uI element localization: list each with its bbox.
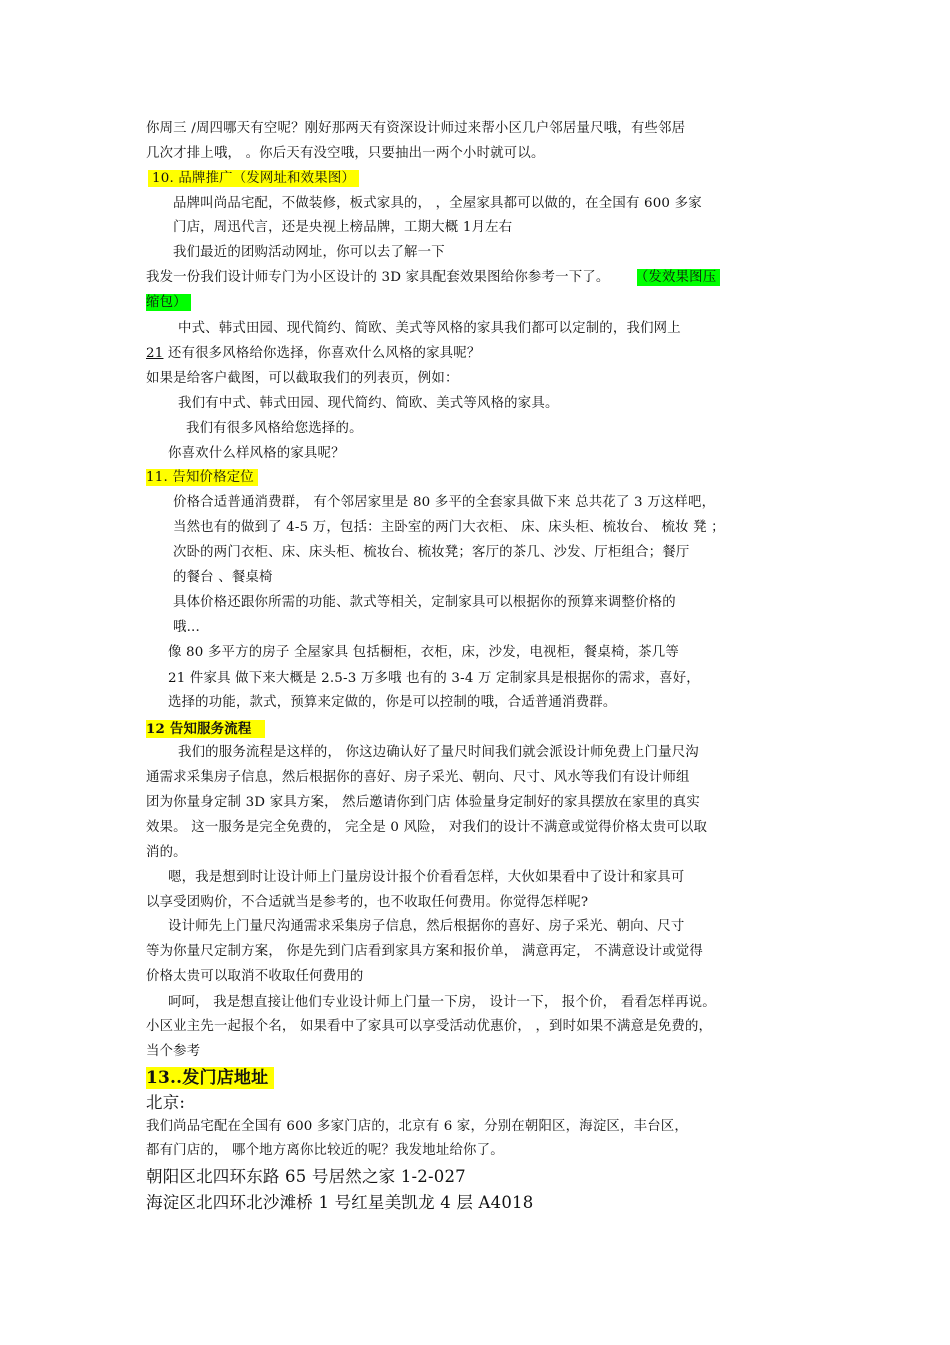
text-line: 北京: [146,1093,186,1112]
section-heading-10 [148,170,359,188]
text-line: 当然也有的做到了 4-5 万，包括：主卧室的两门大衣柜、 床、床头柜、梳妆台、 梳妆 凳 ； [173,520,725,535]
text-span: 我发一份我们设计师专门为小区设计的 3D 家具配套效果图给你参考一下了。 [146,270,610,285]
text-span: 21 [146,346,164,361]
text-line: 具体价格还跟你所需的功能、款式等相关，定制家具可以根据你的预算来调整价格的 [173,595,676,610]
address-line: 海淀区北四环北沙滩桥 1 号红星美凯龙 4 层 A4018 [146,1193,534,1212]
text-line: 21 件家具 做下来大概是 2.5-3 万多哦 也有的 3-4 万 定制家具是根据你的需求，喜好， [168,671,700,686]
highlight-yellow: 11. 告知价格定位 [146,469,258,486]
text-line: 呵呵， 我是想直接让他们专业设计师上门量一下房， 设计一下， 报个价， 看看怎样再说。 [168,995,716,1010]
text-line: 小区业主先一起报个名， 如果看中了家具可以享受活动优惠价， ，到时如果不满意是免费的， [146,1019,713,1034]
text-line: 通需求采集房子信息，然后根据你的喜好、房子采光、朝向、尺寸、风水等我们有设计师组 [146,770,690,785]
section-heading-13 [146,1066,274,1090]
text-line: 我们最近的团购活动网址，你可以去了解一下 [173,245,445,260]
address-line: 朝阳区北四环东路 65 号居然之家 1-2-027 [146,1167,466,1186]
text-line: 价格合适普通消费群， 有个邻居家里是 80 多平的全套家具做下来 总共花了 3 万这样吧， [173,495,716,510]
text-line [146,345,481,363]
text-line: 几次才排上哦， 。你后天有没空哦，只要抽出一两个小时就可以。 [146,146,545,161]
text-line: 都有门店的， 哪个地方离你比较近的呢？我发地址给你了。 [146,1143,504,1158]
text-line: 如果是给客户截图，可以截取我们的列表页，例如： [146,371,459,386]
text-line: 效果。 这一服务是完全免费的， 完全是 0 风险， 对我们的设计不满意或觉得价格太贵可以取 [146,820,708,835]
text-line: 像 80 多平方的房子 全屋家具 包括橱柜，衣柜，床，沙发，电视柜，餐桌椅，茶几等 [168,645,679,660]
text-line: 我们的服务流程是这样的， 你这边确认好了量尺时间我们就会派设计师免费上门量尺沟 [178,745,699,760]
text-span: 还有很多风格给你选择，你喜欢什么风格的家具呢？ [163,346,481,361]
text-line: 哦... [173,620,200,635]
text-line: 你喜欢什么样风格的家具呢？ [168,446,345,461]
section-heading-11 [146,469,258,487]
text-line: 门店，周迅代言，还是央视上榜品牌，工期大概 1月左右 [173,220,513,235]
highlight-green: 缩包） [146,294,191,311]
highlight-yellow: 12 告知服务流程 [146,720,265,738]
text-line [146,294,191,312]
highlight-yellow: 10. 品牌推广（发网址和效果图） [148,170,359,187]
text-line: 设计师先上门量尺沟通需求采集房子信息，然后根据你的喜好、房子采光、朝向、尺寸 [168,919,685,934]
text-line: 我们尚品宅配在全国有 600 多家门店的，北京有 6 家，分别在朝阳区，海淀区，丰台区， [146,1119,688,1134]
text-line: 次卧的两门衣柜、床、床头柜、梳妆台、梳妆凳；客厅的茶几、沙发、厅柜组合；餐厅 [173,545,690,560]
text-line: 选择的功能，款式，预算来定做的，你是可以控制的哦，合适普通消费群。 [168,695,617,710]
text-line: 的餐台 、餐桌椅 [173,570,273,585]
text-line: 价格太贵可以取消不收取任何费用的 [146,969,364,984]
text-line: 团为你量身定制 3D 家具方案， 然后邀请你到门店 体验量身定制好的家具摆放在家里的真实 [146,795,700,810]
text-line: 我们有中式、韩式田园、现代简约、简欧、美式等风格的家具。 [178,396,559,411]
text-line: 嗯，我是想到时让设计师上门量房设计报个价看看怎样，大伙如果看中了设计和家具可 [168,870,685,885]
text-line [146,269,720,287]
highlight-green: （发效果图压 [637,269,720,286]
text-line: 我们有很多风格给您选择的。 [186,421,363,436]
text-line: 等为你量尺定制方案， 你是先到门店看到家具方案和报价单， 满意再定， 不满意设计或觉得 [146,944,703,959]
section-heading-12 [146,720,265,738]
text-line: 品牌叫尚品宅配，不做装修，板式家具的， ，全屋家具都可以做的，在全国有 600 多家 [173,196,702,211]
text-line: 当个参考 [146,1044,201,1059]
text-line: 以享受团购价，不合适就当是参考的，也不收取任何费用。你觉得怎样呢? [146,895,589,910]
highlight-yellow: 13..发门店地址 [146,1067,274,1089]
text-line: 中式、韩式田园、现代简约、简欧、美式等风格的家具我们都可以定制的，我们网上 [178,321,681,336]
text-line: 消的。 [146,845,187,860]
text-line: 你周三 /周四哪天有空呢？刚好那两天有资深设计师过来帮小区几户邻居量尺哦，有些邻居 [146,121,686,136]
